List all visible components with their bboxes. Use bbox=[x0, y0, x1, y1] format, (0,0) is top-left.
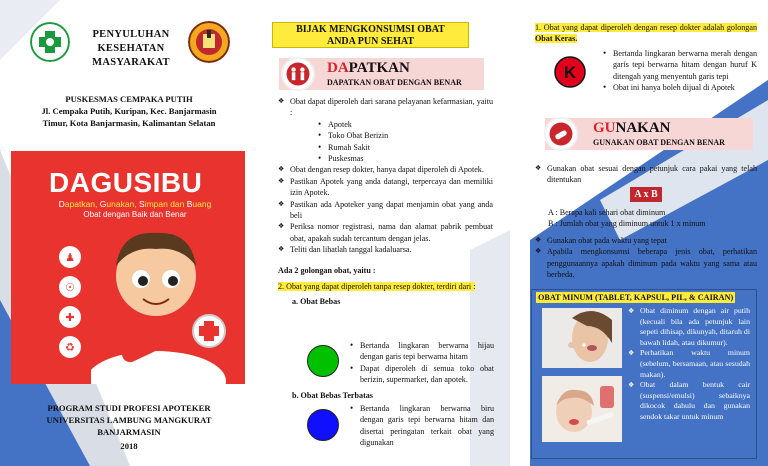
places-list bbox=[278, 119, 493, 165]
puskesmas-address-line: Jl. Cempaka Putih, Kuripan, Kec. Banjarmasin bbox=[41, 106, 217, 116]
obat-minum-points bbox=[628, 306, 750, 423]
puskesmas-address-line: Timur, Kota Banjarmasin, Kalimantan Selatan bbox=[42, 118, 216, 128]
dagusibu-subtitle2: Obat dengan Baik dan Benar bbox=[83, 210, 187, 219]
item-2 bbox=[278, 281, 493, 292]
list-item: • Dapat diperoleh di semua toko obat berizin, supermarket, dan apotek. bbox=[350, 363, 494, 386]
list-item: • Toko Obat Berizin bbox=[318, 130, 493, 141]
footer-line: PROGRAM STUDI PROFESI APOTEKER bbox=[47, 403, 211, 413]
gunakan-sub: GUNAKAN OBAT DENGAN BENAR bbox=[593, 138, 725, 147]
list-item: • Rumah Sakit bbox=[318, 142, 493, 153]
gunakan-bullets bbox=[535, 235, 757, 281]
subtitle-word: uang bbox=[192, 199, 212, 209]
puskesmas-name: PUSKESMAS CEMPAKA PUTIH bbox=[65, 94, 193, 104]
green-circle-icon bbox=[307, 345, 339, 377]
pill-hand-icon bbox=[544, 117, 578, 151]
main-title-line: ANDA PUN SEHAT bbox=[326, 36, 415, 47]
dapatkan-heading bbox=[327, 60, 410, 77]
first-aid-icon: ✚ bbox=[59, 306, 81, 328]
dagusibu-subtitle bbox=[35, 199, 235, 210]
subtitle-letter: D bbox=[58, 199, 65, 209]
footer-line: BANJARMASIN bbox=[97, 427, 161, 437]
header-title-line: MASYARAKAT bbox=[92, 57, 170, 68]
dapatkan-content bbox=[278, 96, 493, 307]
gunakan-heading bbox=[593, 120, 671, 137]
main-title bbox=[272, 22, 469, 48]
list-item: ❖ Obat dalam bentuk cair (suspensi/emulsi) sebaiknya dikocok dahulu dan gunakan sendok takar untuk minum bbox=[628, 380, 750, 422]
header-title-line: KESEHATAN bbox=[97, 43, 165, 54]
list-item: • Bertanda lingkaran berwarna hijau dengan garis tepi berwarna hitam bbox=[350, 340, 494, 363]
list-item: ❖ Perhatikan waktu minum (sebelum, bersamaan, atau sesudah makan). bbox=[628, 348, 750, 380]
obat-keras-icon bbox=[554, 56, 586, 88]
header-title-line: PENYULUHAN bbox=[92, 29, 170, 40]
program-footer bbox=[10, 402, 248, 452]
subtitle-letter: B bbox=[186, 199, 193, 209]
left-panel bbox=[0, 0, 258, 466]
list-item: • Bertanda lingkaran berwarna merah dengan garis tepi berwarna hitam dengan huruf K ditengah yang menyentuh garis tepi bbox=[603, 48, 757, 82]
list-item: ❖ Pastikan ada Apoteker yang dapat menjamin obat yang anda beli bbox=[278, 199, 493, 222]
list-item: • Puskesmas bbox=[318, 153, 493, 164]
obat-minum-box bbox=[531, 289, 757, 459]
gunakan-content bbox=[535, 163, 757, 186]
axb-definitions bbox=[548, 207, 758, 230]
gunakan-intro: ❖ Gunakan obat sesuai dengan petunjuk cara pakai yang telah ditentukan bbox=[535, 163, 757, 186]
family-icon bbox=[281, 57, 315, 91]
item-1 bbox=[535, 22, 757, 45]
obat-bebas-label: a. Obat Bebas bbox=[292, 296, 341, 306]
list-item: ❖ Apabila mengkonsumsi beberapa jenis obat, perhatikan penggunaannya apakah diminum pada waktu yang sama atau berbeda. bbox=[535, 246, 757, 280]
family-icon: ♟ bbox=[59, 246, 81, 268]
dagusibu-poster bbox=[11, 151, 245, 384]
puskesmas-address bbox=[10, 93, 248, 129]
a-line: A : Berapa kali sehari obat diminum bbox=[548, 208, 666, 217]
city-logo bbox=[188, 21, 230, 63]
axb-label: A x B bbox=[630, 187, 662, 202]
dapatkan-sub: DAPATKAN OBAT DENGAN BENAR bbox=[327, 78, 462, 87]
subtitle-word: impan dan bbox=[144, 199, 187, 209]
blue-circle-icon bbox=[307, 409, 339, 441]
obat-bebas-points bbox=[350, 340, 494, 386]
subtitle-word: apatkan, bbox=[64, 199, 100, 209]
list-item: • Apotek bbox=[318, 119, 493, 130]
dapatkan-first: DA bbox=[327, 60, 349, 76]
obat-bebas-terbatas-label: b. Obat Bebas Terbatas bbox=[292, 391, 373, 400]
dapatkan-rest: PATKAN bbox=[348, 60, 410, 76]
list-item: • Obat ini hanya boleh dijual di Apotek bbox=[603, 82, 757, 93]
gunakan-first: GU bbox=[593, 120, 616, 136]
dagusibu-title: DAGUSIBU bbox=[49, 167, 203, 198]
obat-minum-title: OBAT MINUM (TABLET, KAPSUL, PIL, & CAIRAN) bbox=[538, 293, 734, 302]
child-medicine-photo bbox=[542, 376, 622, 442]
list-item: ❖ Obat dengan resep dokter, hanya dapat diperoleh di Apotek. bbox=[278, 164, 493, 175]
keras-letter: K bbox=[563, 63, 577, 82]
list-item: ❖ Periksa nomor registrasi, nama dan alamat pabrik pembuat obat, apakah sudah tercantum dengan jelas. bbox=[278, 221, 493, 244]
list-item: ❖ Teliti dan lihatlah tanggal kadaluarsa. bbox=[278, 244, 493, 255]
subtitle-word: unakan, bbox=[106, 199, 140, 209]
list-item: • Bertanda lingkaran berwarna biru dengan garis tepi berwarna hitam dan disertai peringatan terkait obat yang digunakan bbox=[350, 403, 494, 449]
item-2-text: 2. Obat yang dapat diperoleh tanpa resep dokter, terdiri dari : bbox=[278, 282, 476, 292]
item-1-text: 1. Obat yang dapat diperoleh dengan resep dokter adalah golongan bbox=[535, 23, 757, 32]
golongan-title: Ada 2 golongan obat, yaitu : bbox=[278, 265, 376, 275]
header-title bbox=[84, 28, 178, 70]
main-title-line: BIJAK MENGKONSUMSI OBAT bbox=[296, 24, 445, 35]
pharmacist-illustration bbox=[91, 221, 241, 384]
obat-terbatas-points bbox=[350, 403, 494, 449]
pill-hand-icon: ☉ bbox=[59, 276, 81, 298]
intro-text: ❖ Obat dapat diperoleh dari sarana pelayanan kefarmasian, yaitu : bbox=[278, 96, 493, 119]
woman-taking-pill-photo bbox=[542, 308, 622, 368]
list-item: ❖ Pastikan Apotek yang anda datangi, terpercaya dan memiliki izin Apotek. bbox=[278, 176, 493, 199]
subtitle-letter: G bbox=[99, 199, 107, 209]
b-line: B : Jumlah obat yang diminum untuk 1 x minum bbox=[548, 219, 706, 229]
item-1-keras: Obat Keras. bbox=[535, 34, 578, 44]
subtitle-letter: S bbox=[139, 199, 145, 209]
list-item: ❖ Gunakan obat pada waktu yang tepat bbox=[535, 235, 757, 246]
gunakan-rest: NAKAN bbox=[615, 120, 671, 136]
footer-year: 2018 bbox=[120, 441, 138, 451]
list-item: ❖ Obat diminum dengan air putih (kecuali bila ada petunjuk lain sepeti dihisap, dikunyah, ditaruh di bawah lidah, atau dikumur). bbox=[628, 306, 750, 348]
obat-keras-points bbox=[603, 48, 757, 94]
trash-icon: ♻ bbox=[59, 336, 81, 358]
footer-line: UNIVERSITAS LAMBUNG MANGKURAT bbox=[46, 415, 212, 425]
kemenkes-logo bbox=[30, 22, 70, 62]
